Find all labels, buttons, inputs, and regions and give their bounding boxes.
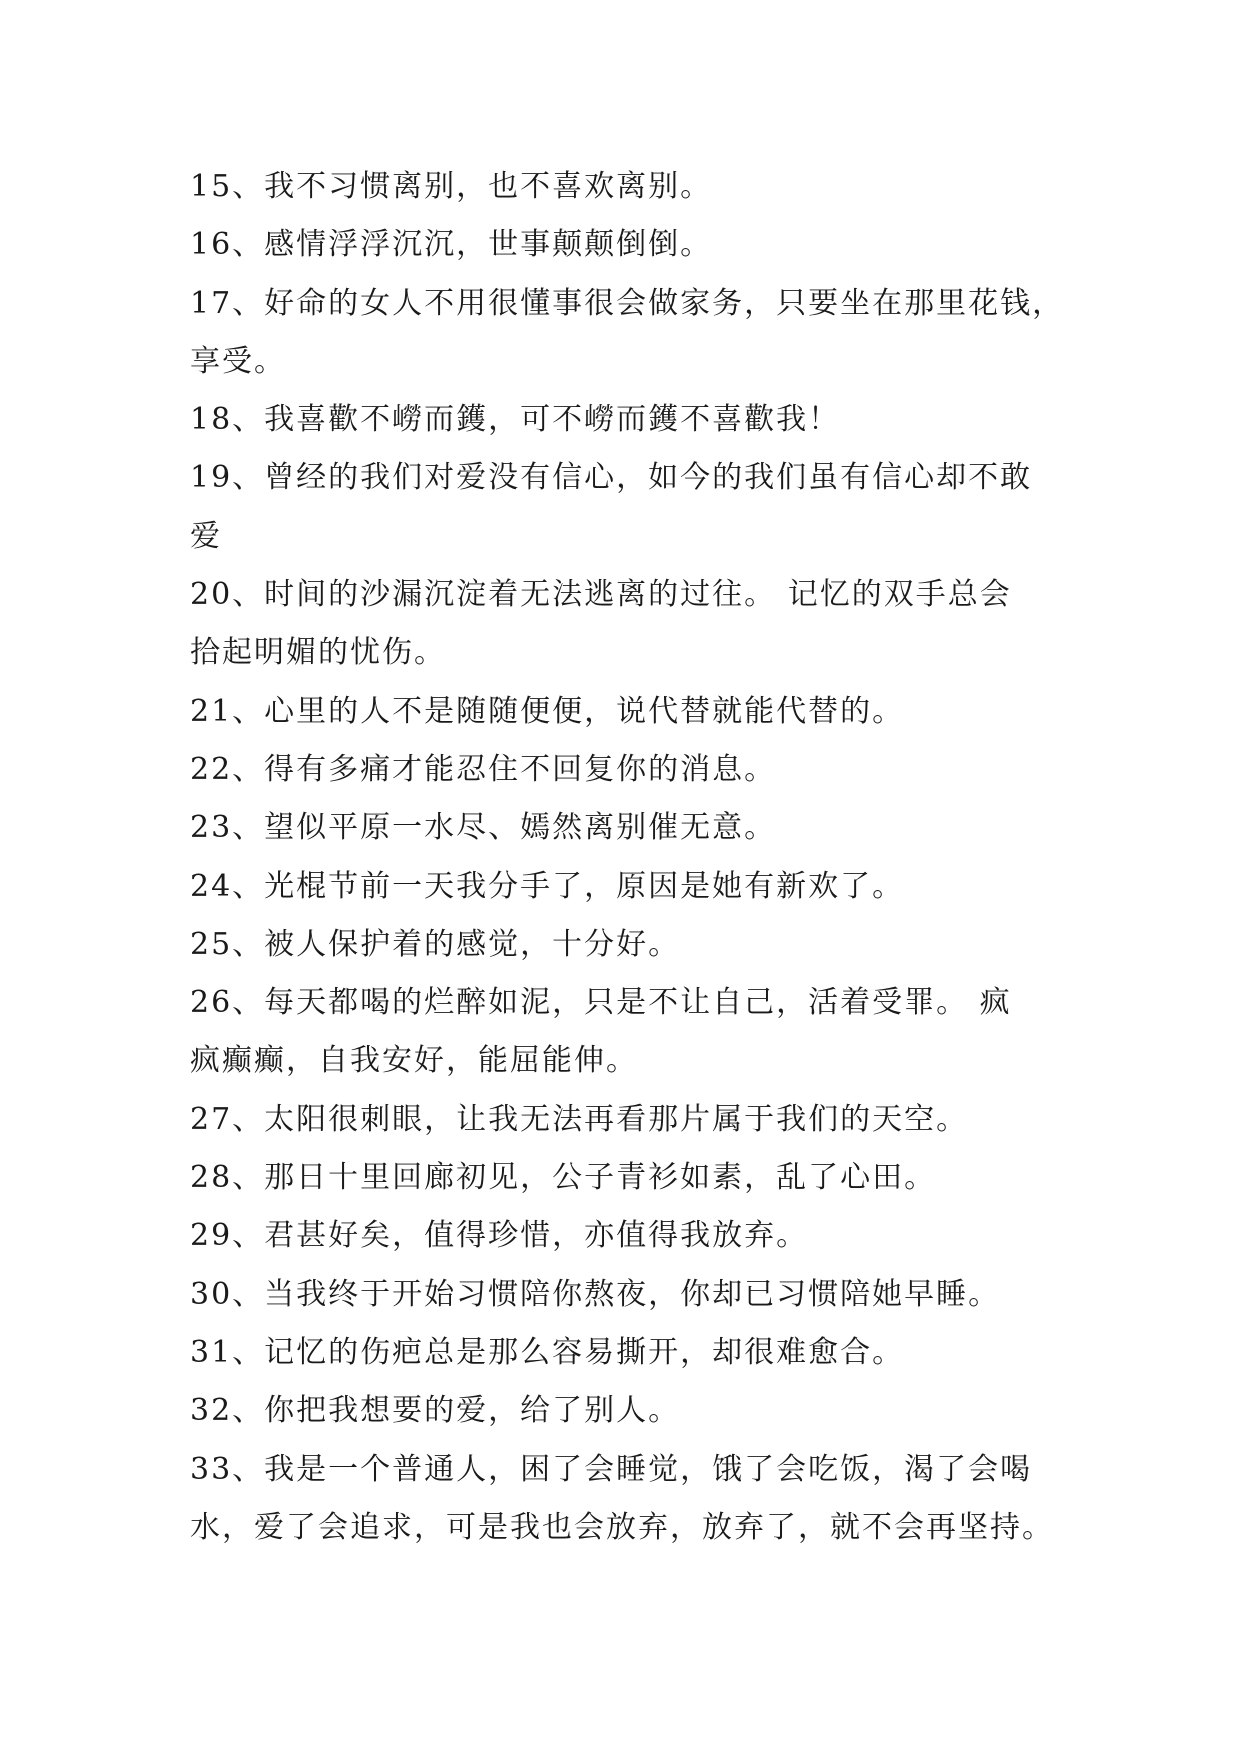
text-line: 27、太阳很刺眼，让我无法再看那片属于我们的天空。 [190,1101,969,1137]
text-line: 爱 [190,518,222,554]
text-line: 水，爱了会追求，可是我也会放弃，放弃了，就不会再坚持。 [190,1509,1054,1545]
text-line: 22、得有多痛才能忍住不回复你的消息。 [190,751,777,787]
text-line: 19、曾经的我们对爱没有信心，如今的我们虽有信心却不敢 [190,460,1033,496]
text-line: 31、记忆的伤疤总是那么容易撕开，却很难愈合。 [190,1334,905,1370]
text-line: 28、那日十里回廊初见，公子青衫如素，乱了心田。 [190,1160,937,1196]
text-line: 29、君甚好矣，值得珍惜，亦值得我放弃。 [190,1218,809,1254]
text-line: 21、心里的人不是随随便便，说代替就能代替的。 [190,693,905,729]
text-line: 32、你把我想要的爱，给了别人。 [190,1393,681,1429]
text-line: 18、我喜歡不嶗而鑊，可不嶗而鑊不喜歡我！ [190,402,841,438]
text-line: 30、当我终于开始习惯陪你熬夜，你却已习惯陪她早睡。 [190,1276,1001,1312]
text-line: 17、好命的女人不用很懂事很会做家务，只要坐在那里花钱， [190,285,1065,321]
text-line: 疯癫癫，自我安好，能屈能伸。 [190,1043,638,1079]
text-line: 24、光棍节前一天我分手了，原因是她有新欢了。 [190,868,905,904]
text-line: 15、我不习惯离别，也不喜欢离别。 [190,169,713,204]
text-line: 33、我是一个普通人，困了会睡觉，饿了会吃饭，渴了会喝 [190,1451,1033,1487]
text-line: 20、时间的沙漏沉淀着无法逃离的过往。 记忆的双手总会 [190,577,1012,613]
text-line: 16、感情浮浮沉沉，世事颠颠倒倒。 [190,227,713,263]
text-line: 26、每天都喝的烂醉如泥，只是不让自己，活着受罪。 疯 [190,985,1012,1021]
quote-list [190,158,1070,1557]
text-line: 享受。 [190,343,286,379]
text-line: 拾起明媚的忧伤。 [190,635,446,671]
text-line: 25、被人保护着的感觉，十分好。 [190,926,681,962]
text-line: 23、望似平原一水尽、嫣然离别催无意。 [190,810,777,846]
